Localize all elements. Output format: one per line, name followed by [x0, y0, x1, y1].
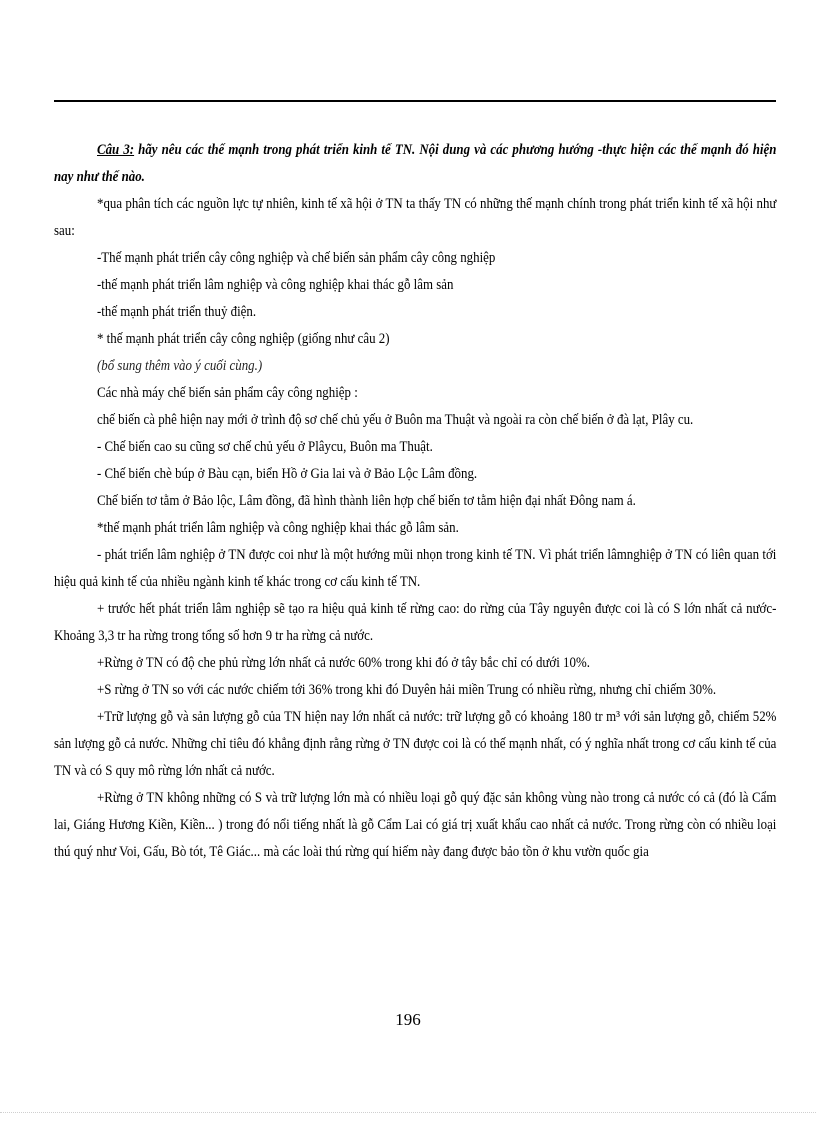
footer-dotted-rule — [0, 1112, 816, 1113]
paragraph: +Trữ lượng gỗ và sản lượng gỗ của TN hiện nay lớn nhất cả nước: trữ lượng gỗ có khoảng 180 tr m³ với sản lượng gỗ, chiếm 52% sản lượng gỗ cả nước. Những chỉ tiêu đó khẳng định rằng rừng ở TN được coi là có thế mạnh nhất, có ý nghĩa nhất trong cơ cấu kinh tế của TN và có S quy mô rừng lớn nhất cả nước. — [54, 709, 777, 779]
page-body — [54, 137, 777, 866]
paragraph: +Rừng ở TN có độ che phủ rừng lớn nhất cả nước 60% trong khi đó ở tây bắc chỉ có dưới 10%. — [97, 655, 590, 671]
paragraph: chế biến cà phê hiện nay mới ở trình độ sơ chế chủ yếu ở Buôn ma Thuật và ngoài ra còn chế biến ở đà lạt, Plây cu. — [97, 412, 694, 428]
paragraph: *qua phân tích các nguồn lực tự nhiên, kinh tế xã hội ở TN ta thấy TN có những thế mạnh chính trong phát triển kinh tế xã hội như sau: — [54, 196, 777, 239]
paragraph: - Chế biến cao su cũng sơ chế chủ yếu ở Plâycu, Buôn ma Thuật. — [97, 439, 433, 455]
paragraph: -thế mạnh phát triển lâm nghiệp và công nghiệp khai thác gỗ lâm sản — [97, 277, 454, 293]
question-number: Câu 3: — [97, 142, 135, 158]
page-number: 196 — [395, 1010, 421, 1029]
paragraph: -Thế mạnh phát triển cây công nghiệp và chế biến sản phẩm cây công nghiệp — [97, 250, 496, 266]
question-heading — [54, 137, 776, 191]
paragraph: - phát triển lâm nghiệp ở TN được coi như là một hướng mũi nhọn trong kinh tế TN. Vì phát triển lâmnghiệp ở TN có liên quan tới hiệu quả kinh tế của nhiều ngành kinh tế khác trong cơ cấu kinh tế TN. — [54, 547, 777, 590]
paragraph: +S rừng ở TN so với các nước chiếm tới 36% trong khi đó Duyên hải miền Trung có nhiều rừng, nhưng chỉ chiếm 30%. — [97, 682, 717, 698]
paragraph: Chế biến tơ tằm ở Bảo lộc, Lâm đồng, đã hình thành liên hợp chế biến tơ tằm hiện đại nhất Đông nam á. — [97, 493, 636, 509]
paragraph: + trước hết phát triển lâm nghiệp sẽ tạo ra hiệu quả kinh tế rừng cao: do rừng của Tây nguyên được coi là có S lớn nhất cả nước- Khoảng 3,3 tr ha rừng trong tổng số hơn 9 tr ha rừng cả nước. — [54, 601, 777, 644]
paragraph: - Chế biến chè búp ở Bàu cạn, biển Hồ ở Gia lai và ở Bảo Lộc Lâm đồng. — [97, 466, 478, 482]
header-rule — [54, 100, 776, 102]
paragraph: * thế mạnh phát triển cây công nghiệp (giống như câu 2) — [97, 331, 390, 347]
note-text: (bổ sung thêm vào ý cuối cùng.) — [97, 358, 263, 374]
paragraph: -thế mạnh phát triển thuỷ điện. — [97, 304, 257, 320]
paragraph: Các nhà máy chế biến sản phẩm cây công nghiệp : — [97, 385, 358, 401]
paragraph: *thế mạnh phát triển lâm nghiệp và công nghiệp khai thác gỗ lâm sản. — [97, 520, 459, 536]
question-text: hãy nêu các thế mạnh trong phát triển kinh tế TN. Nội dung và các phương hướng -thực hiện các thế mạnh đó hiện nay như thế nào. — [54, 142, 777, 185]
paragraph: +Rừng ở TN không những có S và trữ lượng lớn mà có nhiều loại gỗ quý đặc sản không vùng nào trong cả nước có cả (đó là Cẩm lai, Giáng Hương Kiền, Kiền... ) trong đó nổi tiếng nhất là gỗ Cẩm Lai có giá trị xuất khẩu cao nhất cả nước. Trong rừng còn có nhiều loại thú quý như Voi, Gấu, Bò tót, Tê Giác... mà các loài thú rừng quí hiếm này đang được bảo tồn ở khu vườn quốc gia — [54, 790, 777, 860]
